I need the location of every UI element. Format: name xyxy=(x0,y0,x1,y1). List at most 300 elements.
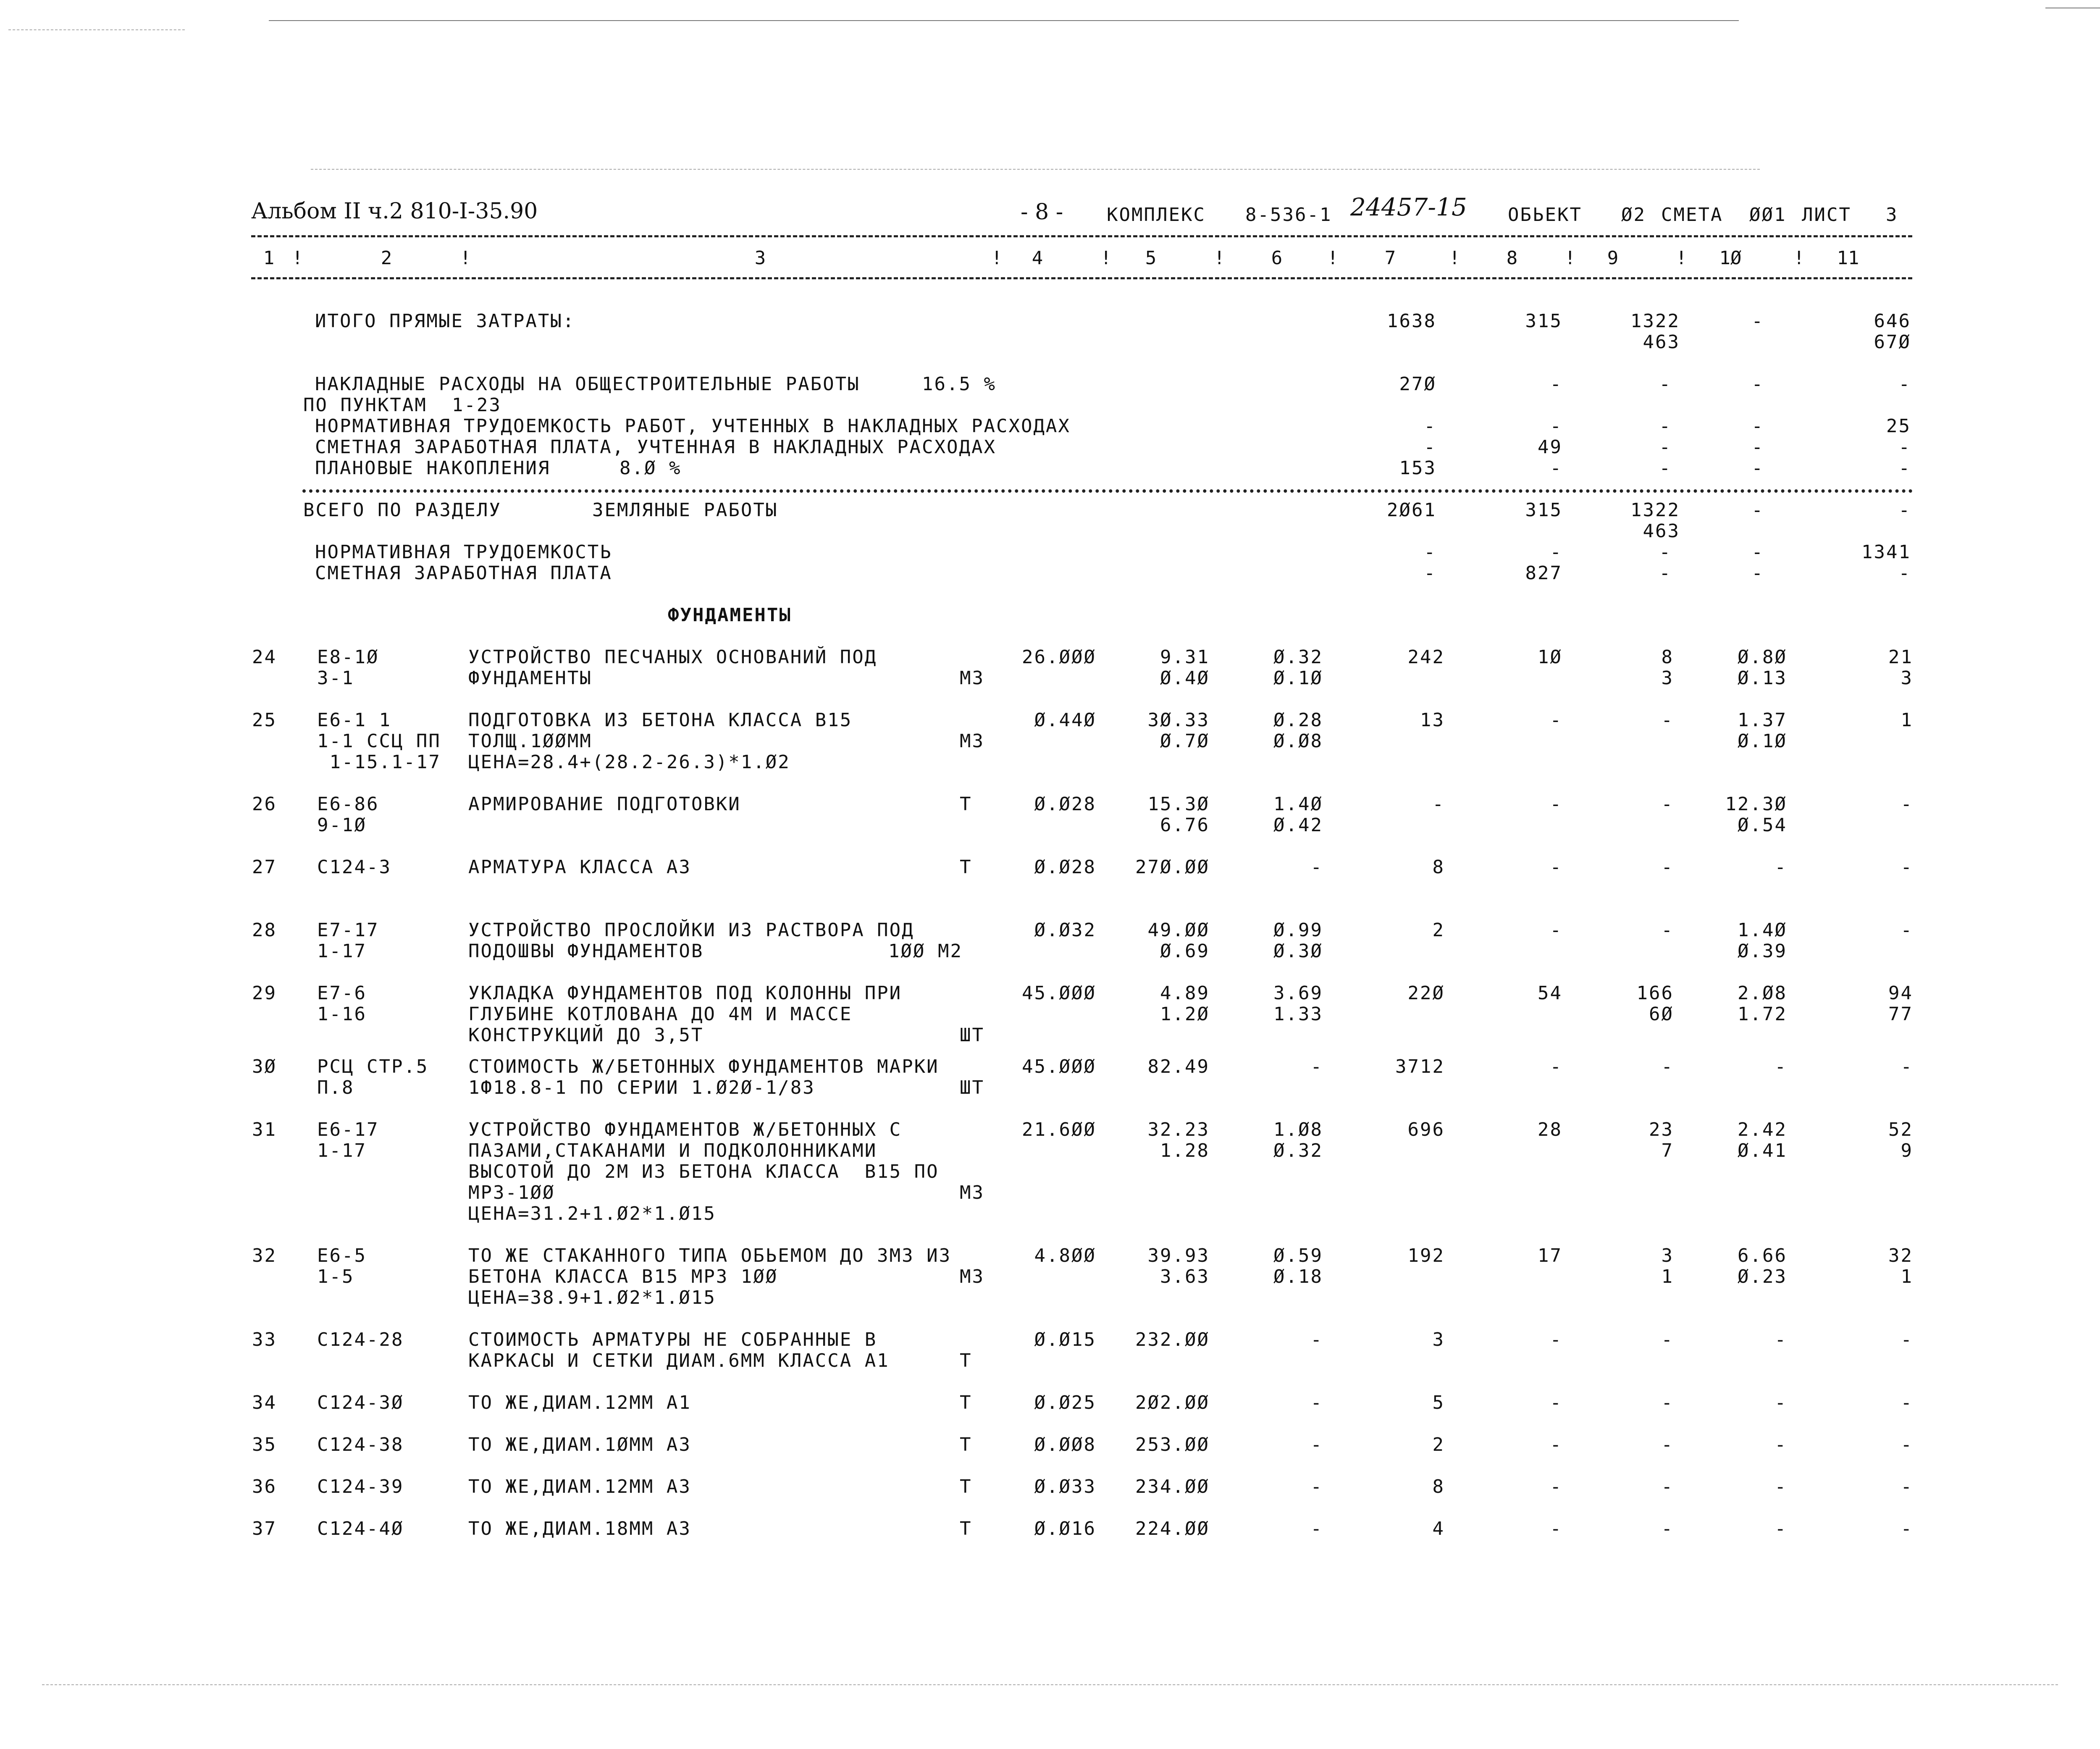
row-unit-price: 1.2Ø xyxy=(1160,1003,1210,1025)
overhead-items: ПО ПУНКТАМ 1-23 xyxy=(303,394,501,416)
row-unit-price: 224.ØØ xyxy=(1135,1518,1210,1539)
row-col9: 166 xyxy=(1636,982,1674,1004)
row-unit-price: 232.ØØ xyxy=(1135,1329,1210,1350)
row-unit: М3 xyxy=(960,667,984,689)
row-total-cost: 2 xyxy=(1432,919,1445,941)
row-code: РСЦ СТР.5 xyxy=(317,1056,429,1077)
row-code: 1-1 ССЦ ПП xyxy=(317,730,441,752)
row-number: 31 xyxy=(252,1119,277,1140)
row-col9: - xyxy=(1661,1056,1674,1077)
wage-overhead-c11: - xyxy=(1898,436,1911,458)
row-unit: Т xyxy=(960,1518,972,1539)
row-col6: Ø.18 xyxy=(1273,1266,1323,1287)
row-col6: - xyxy=(1310,1434,1323,1455)
norm-labor-c11: 1341 xyxy=(1861,541,1911,563)
album-title: Альбом II ч.2 810-I-35.90 xyxy=(251,199,538,224)
column-number-7: 7 xyxy=(1384,247,1396,269)
row-col9: 7 xyxy=(1661,1140,1674,1161)
row-code: 3-1 xyxy=(317,667,354,689)
row-col10: 1.37 xyxy=(1738,709,1787,731)
row-total-cost: 242 xyxy=(1407,646,1445,668)
row-col6: 1.Ø8 xyxy=(1273,1119,1323,1140)
row-quantity: 45.ØØØ xyxy=(1022,982,1096,1004)
overhead-c10: - xyxy=(1751,373,1764,395)
row-description: СТОИМОСТЬ АРМАТУРЫ НЕ СОБРАННЫЕ В xyxy=(468,1329,877,1350)
row-code: 1-16 xyxy=(317,1003,367,1025)
row-col6: 1.4Ø xyxy=(1273,793,1323,815)
wage-overhead-c10: - xyxy=(1751,436,1764,458)
row-col11: 94 xyxy=(1888,982,1913,1004)
row-number: 33 xyxy=(252,1329,277,1350)
row-description: ФУНДАМЕНТЫ xyxy=(468,667,592,689)
row-unit-price: 82.49 xyxy=(1147,1056,1210,1077)
column-separator: ! xyxy=(1564,247,1576,269)
planned-savings-c11: - xyxy=(1898,457,1911,479)
row-col11: - xyxy=(1900,1329,1913,1350)
row-quantity: Ø.Ø32 xyxy=(1034,919,1096,941)
section-total-c8: 315 xyxy=(1525,499,1562,521)
norm-labor-overhead-c9: - xyxy=(1659,415,1672,437)
complex-label: КОМПЛЕКС xyxy=(1107,204,1206,226)
row-quantity: 45.ØØØ xyxy=(1022,1056,1096,1077)
norm-labor-label: НОРМАТИВНАЯ ТРУДОЕМКОСТЬ xyxy=(315,541,612,563)
row-unit-price: 2Ø2.ØØ xyxy=(1135,1392,1210,1413)
direct-costs-c11b: 67Ø xyxy=(1874,331,1911,353)
section-heading: ФУНДАМЕНТЫ xyxy=(668,604,792,626)
row-col9: 3 xyxy=(1661,667,1674,689)
page-marker: - 8 - xyxy=(1021,200,1063,225)
row-col11: - xyxy=(1900,1392,1913,1413)
planned-savings-c10: - xyxy=(1751,457,1764,479)
section-total-c10: - xyxy=(1751,499,1764,521)
overhead-label: НАКЛАДНЫЕ РАСХОДЫ НА ОБЩЕСТРОИТЕЛЬНЫЕ РАБОТЫ xyxy=(315,373,860,395)
column-separator: ! xyxy=(1449,247,1460,269)
row-col9: 1 xyxy=(1661,1266,1674,1287)
row-total-cost: 5 xyxy=(1432,1392,1445,1413)
column-separator: ! xyxy=(1327,247,1339,269)
row-total-cost: 13 xyxy=(1420,709,1445,731)
row-col10: - xyxy=(1774,856,1787,878)
row-col11: - xyxy=(1900,1056,1913,1077)
row-total-cost: 2 xyxy=(1432,1434,1445,1455)
row-number: 34 xyxy=(252,1392,277,1413)
row-col11: 77 xyxy=(1888,1003,1913,1025)
row-total-cost: 3712 xyxy=(1395,1056,1445,1077)
row-col8: 54 xyxy=(1538,982,1562,1004)
row-number: 24 xyxy=(252,646,277,668)
row-col10: - xyxy=(1774,1329,1787,1350)
wage-overhead-c7: - xyxy=(1424,436,1436,458)
row-number: 26 xyxy=(252,793,277,815)
bottom-scan-line xyxy=(42,1684,2058,1685)
direct-costs-c9a: 1322 xyxy=(1630,310,1680,332)
row-col8: - xyxy=(1550,919,1562,941)
column-separator: ! xyxy=(460,247,471,269)
row-number: 28 xyxy=(252,919,277,941)
row-col8: 1Ø xyxy=(1538,646,1562,668)
section-total-c9b: 463 xyxy=(1643,520,1680,542)
row-col8: - xyxy=(1550,1329,1562,1350)
row-col10: 12.3Ø xyxy=(1725,793,1787,815)
row-unit: М3 xyxy=(960,730,984,752)
row-col10: 6.66 xyxy=(1738,1245,1787,1266)
row-col8: - xyxy=(1550,709,1562,731)
row-col10: Ø.41 xyxy=(1738,1140,1787,1161)
direct-costs-c8: 315 xyxy=(1525,310,1562,332)
row-description: УСТРОЙСТВО ПРОСЛОЙКИ ИЗ РАСТВОРА ПОД xyxy=(468,919,914,941)
row-number: 36 xyxy=(252,1476,277,1497)
wage-c9: - xyxy=(1659,562,1672,584)
row-col11: 21 xyxy=(1888,646,1913,668)
column-number-8: 8 xyxy=(1506,247,1518,269)
row-col10: - xyxy=(1774,1476,1787,1497)
row-unit-price: 253.ØØ xyxy=(1135,1434,1210,1455)
estimate-value: ØØ1 xyxy=(1749,204,1787,226)
row-code: С124-4Ø xyxy=(317,1518,404,1539)
row-total-cost: 8 xyxy=(1432,856,1445,878)
column-separator: ! xyxy=(1676,247,1687,269)
row-total-cost: 8 xyxy=(1432,1476,1445,1497)
row-col6: Ø.99 xyxy=(1273,919,1323,941)
row-col10: - xyxy=(1774,1392,1787,1413)
row-description: ПОДОШВЫ ФУНДАМЕНТОВ xyxy=(468,940,704,962)
row-col6: Ø.28 xyxy=(1273,709,1323,731)
row-quantity: 26.ØØØ xyxy=(1022,646,1096,668)
row-number: 29 xyxy=(252,982,277,1004)
row-number: 25 xyxy=(252,709,277,731)
row-col6: Ø.1Ø xyxy=(1273,667,1323,689)
row-code: 1-15.1-17 xyxy=(317,751,441,773)
overhead-rate: 16.5 % xyxy=(922,373,996,395)
column-number-9: 9 xyxy=(1607,247,1619,269)
row-unit: М3 xyxy=(960,1182,984,1203)
wage-c11: - xyxy=(1898,562,1911,584)
row-unit: Т xyxy=(960,1476,972,1497)
row-col11: - xyxy=(1900,856,1913,878)
row-col11: 1 xyxy=(1900,1266,1913,1287)
object-value: Ø2 xyxy=(1621,204,1646,226)
row-col10: 2.Ø8 xyxy=(1738,982,1787,1004)
row-col8: - xyxy=(1550,1434,1562,1455)
complex-code: 8-536-1 xyxy=(1245,204,1332,226)
row-col6: Ø.Ø8 xyxy=(1273,730,1323,752)
wage-overhead-c8: 49 xyxy=(1538,436,1562,458)
wage-c8: 827 xyxy=(1525,562,1562,584)
norm-labor-c9: - xyxy=(1659,541,1672,563)
row-quantity: 21.6ØØ xyxy=(1022,1119,1096,1140)
row-number: 35 xyxy=(252,1434,277,1455)
section-divider-dotted xyxy=(302,489,1913,493)
row-quantity: Ø.Ø15 xyxy=(1034,1329,1096,1350)
row-code: Е7-17 xyxy=(317,919,379,941)
row-col9: - xyxy=(1661,709,1674,731)
row-col6: 1.33 xyxy=(1273,1003,1323,1025)
row-col6: Ø.32 xyxy=(1273,646,1323,668)
row-col8: - xyxy=(1550,1476,1562,1497)
row-unit-price: 27Ø.ØØ xyxy=(1135,856,1210,878)
row-col11: 9 xyxy=(1900,1140,1913,1161)
row-description: ТОЛЩ.1ØØММ xyxy=(468,730,592,752)
column-number-2: 2 xyxy=(381,247,392,269)
direct-costs-c7: 1638 xyxy=(1387,310,1436,332)
section-total-c9a: 1322 xyxy=(1630,499,1680,521)
column-separator: ! xyxy=(1100,247,1112,269)
row-unit-price: Ø.7Ø xyxy=(1160,730,1210,752)
row-col9: - xyxy=(1661,1434,1674,1455)
direct-costs-c11a: 646 xyxy=(1874,310,1911,332)
row-col10: Ø.39 xyxy=(1738,940,1787,962)
row-col9: - xyxy=(1661,1518,1674,1539)
column-separator: ! xyxy=(1793,247,1805,269)
row-description: ТО ЖЕ,ДИАМ.18ММ А3 xyxy=(468,1518,691,1539)
section-total-c11: - xyxy=(1898,499,1911,521)
row-description: ПОДГОТОВКА ИЗ БЕТОНА КЛАССА В15 xyxy=(468,709,853,731)
row-col11: - xyxy=(1900,1434,1913,1455)
estimate-label: СМЕТА xyxy=(1661,204,1723,226)
row-col11: 32 xyxy=(1888,1245,1913,1266)
row-unit-price: 15.3Ø xyxy=(1147,793,1210,815)
row-quantity: Ø.Ø16 xyxy=(1034,1518,1096,1539)
row-col9: - xyxy=(1661,919,1674,941)
row-unit-price: Ø.4Ø xyxy=(1160,667,1210,689)
row-col9: 8 xyxy=(1661,646,1674,668)
row-col10: Ø.54 xyxy=(1738,814,1787,836)
row-quantity: Ø.Ø28 xyxy=(1034,856,1096,878)
row-code: 1-17 xyxy=(317,940,367,962)
row-code: П.8 xyxy=(317,1077,354,1098)
row-unit-price: 1.28 xyxy=(1160,1140,1210,1161)
row-code: 1-5 xyxy=(317,1266,354,1287)
row-unit-price: 4.89 xyxy=(1160,982,1210,1004)
section-total-c7: 2Ø61 xyxy=(1387,499,1436,521)
column-separator: ! xyxy=(292,247,303,269)
row-code: С124-28 xyxy=(317,1329,404,1350)
overhead-c9: - xyxy=(1659,373,1672,395)
row-col6: - xyxy=(1310,1476,1323,1497)
row-description: КАРКАСЫ И СЕТКИ ДИАМ.6ММ КЛАССА А1 xyxy=(468,1350,890,1371)
row-total-cost: - xyxy=(1432,793,1445,815)
row-description: ЦЕНА=28.4+(28.2-26.3)*1.Ø2 xyxy=(468,751,790,773)
row-col11: - xyxy=(1900,793,1913,815)
row-description: УКЛАДКА ФУНДАМЕНТОВ ПОД КОЛОННЫ ПРИ xyxy=(468,982,902,1004)
column-separator: ! xyxy=(991,247,1003,269)
row-unit: Т xyxy=(960,856,972,878)
row-quantity: 4.8ØØ xyxy=(1034,1245,1096,1266)
row-col6: - xyxy=(1310,1392,1323,1413)
row-col9: 6Ø xyxy=(1649,1003,1674,1025)
row-col10: Ø.23 xyxy=(1738,1266,1787,1287)
row-unit-price: 234.ØØ xyxy=(1135,1476,1210,1497)
row-col8: - xyxy=(1550,793,1562,815)
row-unit: 1ØØ М2 xyxy=(888,940,963,962)
column-number-1: 1 xyxy=(263,247,275,269)
row-col6: 3.69 xyxy=(1273,982,1323,1004)
column-number-11: 11 xyxy=(1837,247,1859,269)
row-col10: 2.42 xyxy=(1738,1119,1787,1140)
row-code: Е6-17 xyxy=(317,1119,379,1140)
row-code: С124-39 xyxy=(317,1476,404,1497)
row-unit-price: 49.ØØ xyxy=(1147,919,1210,941)
row-unit-price: Ø.69 xyxy=(1160,940,1210,962)
row-col9: - xyxy=(1661,1392,1674,1413)
planned-savings-rate: 8.Ø % xyxy=(620,457,682,479)
row-col8: 28 xyxy=(1538,1119,1562,1140)
row-description: АРМИРОВАНИЕ ПОДГОТОВКИ xyxy=(468,793,741,815)
column-separator: ! xyxy=(1214,247,1225,269)
row-total-cost: 22Ø xyxy=(1407,982,1445,1004)
row-total-cost: 4 xyxy=(1432,1518,1445,1539)
row-number: 32 xyxy=(252,1245,277,1266)
row-col6: Ø.59 xyxy=(1273,1245,1323,1266)
row-col10: 1.72 xyxy=(1738,1003,1787,1025)
row-col6: - xyxy=(1310,856,1323,878)
row-col9: - xyxy=(1661,1329,1674,1350)
row-col8: - xyxy=(1550,1392,1562,1413)
row-col11: - xyxy=(1900,1476,1913,1497)
overhead-c7: 27Ø xyxy=(1399,373,1436,395)
top-scan-line-faint xyxy=(311,169,1760,170)
planned-savings-c8: - xyxy=(1550,457,1562,479)
row-col8: - xyxy=(1550,1056,1562,1077)
row-number: 37 xyxy=(252,1518,277,1539)
norm-labor-c7: - xyxy=(1424,541,1436,563)
row-description: УСТРОЙСТВО ФУНДАМЕНТОВ Ж/БЕТОННЫХ С xyxy=(468,1119,902,1140)
column-number-3: 3 xyxy=(754,247,766,269)
column-number-10: 1Ø xyxy=(1719,247,1742,269)
row-col6: Ø.32 xyxy=(1273,1140,1323,1161)
row-col10: Ø.1Ø xyxy=(1738,730,1787,752)
row-code: Е6-1 1 xyxy=(317,709,391,731)
section-total-name: ЗЕМЛЯНЫЕ РАБОТЫ xyxy=(592,499,778,521)
wage-overhead-label: СМЕТНАЯ ЗАРАБОТНАЯ ПЛАТА, УЧТЕННАЯ В НАКЛАДНЫХ РАСХОДАХ xyxy=(315,436,996,458)
row-col6: - xyxy=(1310,1056,1323,1077)
row-total-cost: 192 xyxy=(1407,1245,1445,1266)
row-description: ЦЕНА=31.2+1.Ø2*1.Ø15 xyxy=(468,1203,716,1224)
wage-c10: - xyxy=(1751,562,1764,584)
row-col11: - xyxy=(1900,919,1913,941)
header-rule-bottom xyxy=(251,277,1912,279)
planned-savings-label: ПЛАНОВЫЕ НАКОПЛЕНИЯ xyxy=(315,457,551,479)
row-unit-price: 6.76 xyxy=(1160,814,1210,836)
row-col11: - xyxy=(1900,1518,1913,1539)
row-unit-price: 32.23 xyxy=(1147,1119,1210,1140)
row-number: 3Ø xyxy=(252,1056,277,1077)
row-description: МРЗ-1ØØ xyxy=(468,1182,555,1203)
row-unit-price: 9.31 xyxy=(1160,646,1210,668)
row-total-cost: 696 xyxy=(1407,1119,1445,1140)
row-col9: 3 xyxy=(1661,1245,1674,1266)
row-unit: Т xyxy=(960,793,972,815)
row-code: Е7-6 xyxy=(317,982,367,1004)
row-code: С124-3Ø xyxy=(317,1392,404,1413)
norm-labor-c10: - xyxy=(1751,541,1764,563)
norm-labor-overhead-c8: - xyxy=(1550,415,1562,437)
column-number-6: 6 xyxy=(1271,247,1283,269)
row-quantity: Ø.Ø28 xyxy=(1034,793,1096,815)
row-code: Е6-5 xyxy=(317,1245,367,1266)
norm-labor-c8: - xyxy=(1550,541,1562,563)
top-scan-line xyxy=(269,20,1739,21)
row-description: БЕТОНА КЛАССА В15 МРЗ 1ØØ xyxy=(468,1266,778,1287)
row-description: 1Ф18.8-1 ПО СЕРИИ 1.Ø2Ø-1/83 xyxy=(468,1077,815,1098)
row-col9: - xyxy=(1661,1476,1674,1497)
norm-labor-overhead-c7: - xyxy=(1424,415,1436,437)
left-scan-mark xyxy=(8,29,185,30)
object-label: ОБЬЕКТ xyxy=(1508,204,1582,226)
row-col8: - xyxy=(1550,1518,1562,1539)
row-description: ТО ЖЕ,ДИАМ.12ММ А1 xyxy=(468,1392,691,1413)
row-description: СТОИМОСТЬ Ж/БЕТОННЫХ ФУНДАМЕНТОВ МАРКИ xyxy=(468,1056,939,1077)
row-description: ЦЕНА=38.9+1.Ø2*1.Ø15 xyxy=(468,1287,716,1308)
row-col8: 17 xyxy=(1538,1245,1562,1266)
norm-labor-overhead-label: НОРМАТИВНАЯ ТРУДОЕМКОСТЬ РАБОТ, УЧТЕННЫХ В НАКЛАДНЫХ РАСХОДАХ xyxy=(315,415,1071,437)
row-unit: ШТ xyxy=(960,1077,984,1098)
row-quantity: Ø.44Ø xyxy=(1034,709,1096,731)
row-description: АРМАТУРА КЛАССА А3 xyxy=(468,856,691,878)
row-col9: - xyxy=(1661,856,1674,878)
row-col6: - xyxy=(1310,1518,1323,1539)
row-col10: Ø.13 xyxy=(1738,667,1787,689)
row-description: УСТРОЙСТВО ПЕСЧАНЫХ ОСНОВАНИЙ ПОД xyxy=(468,646,877,668)
norm-labor-overhead-c11: 25 xyxy=(1886,415,1911,437)
row-description: ТО ЖЕ,ДИАМ.12ММ А3 xyxy=(468,1476,691,1497)
row-code: Е6-86 xyxy=(317,793,379,815)
row-unit: ШТ xyxy=(960,1024,984,1046)
handwritten-number: 24457-15 xyxy=(1350,193,1467,221)
planned-savings-c9: - xyxy=(1659,457,1672,479)
row-description: ГЛУБИНЕ КОТЛОВАНА ДО 4М И МАССЕ xyxy=(468,1003,853,1025)
row-quantity: Ø.Ø33 xyxy=(1034,1476,1096,1497)
row-col9: 23 xyxy=(1649,1119,1674,1140)
row-description: ТО ЖЕ,ДИАМ.1ØММ А3 xyxy=(468,1434,691,1455)
row-code: 9-1Ø xyxy=(317,814,367,836)
row-description: ВЫСОТОЙ ДО 2М ИЗ БЕТОНА КЛАССА В15 ПО xyxy=(468,1161,939,1182)
wage-overhead-c9: - xyxy=(1659,436,1672,458)
direct-costs-label: ИТОГО ПРЯМЫЕ ЗАТРАТЫ: xyxy=(315,310,575,332)
row-col10: - xyxy=(1774,1518,1787,1539)
row-code: Е8-1Ø xyxy=(317,646,379,668)
section-total-label: ВСЕГО ПО РАЗДЕЛУ xyxy=(303,499,501,521)
row-unit-price: 3Ø.33 xyxy=(1147,709,1210,731)
row-col10: Ø.8Ø xyxy=(1738,646,1787,668)
direct-costs-c10: - xyxy=(1751,310,1764,332)
row-description: ПАЗАМИ,СТАКАНАМИ И ПОДКОЛОННИКАМИ xyxy=(468,1140,877,1161)
row-col9: - xyxy=(1661,793,1674,815)
planned-savings-c7: 153 xyxy=(1399,457,1436,479)
row-unit: Т xyxy=(960,1392,972,1413)
norm-labor-overhead-c10: - xyxy=(1751,415,1764,437)
wage-c7: - xyxy=(1424,562,1436,584)
row-unit: М3 xyxy=(960,1266,984,1287)
sheet-label: ЛИСТ xyxy=(1802,204,1851,226)
row-code: С124-3 xyxy=(317,856,391,878)
direct-costs-c9b: 463 xyxy=(1643,331,1680,353)
row-col10: - xyxy=(1774,1434,1787,1455)
row-unit: Т xyxy=(960,1350,972,1371)
row-total-cost: 3 xyxy=(1432,1329,1445,1350)
row-quantity: Ø.ØØ8 xyxy=(1034,1434,1096,1455)
row-unit-price: 3.63 xyxy=(1160,1266,1210,1287)
header-rule-top xyxy=(251,235,1912,237)
row-col11: 1 xyxy=(1900,709,1913,731)
row-quantity: Ø.Ø25 xyxy=(1034,1392,1096,1413)
row-col11: 52 xyxy=(1888,1119,1913,1140)
row-col8: - xyxy=(1550,856,1562,878)
row-col11: 3 xyxy=(1900,667,1913,689)
overhead-c11: - xyxy=(1898,373,1911,395)
column-number-5: 5 xyxy=(1145,247,1157,269)
row-code: С124-38 xyxy=(317,1434,404,1455)
